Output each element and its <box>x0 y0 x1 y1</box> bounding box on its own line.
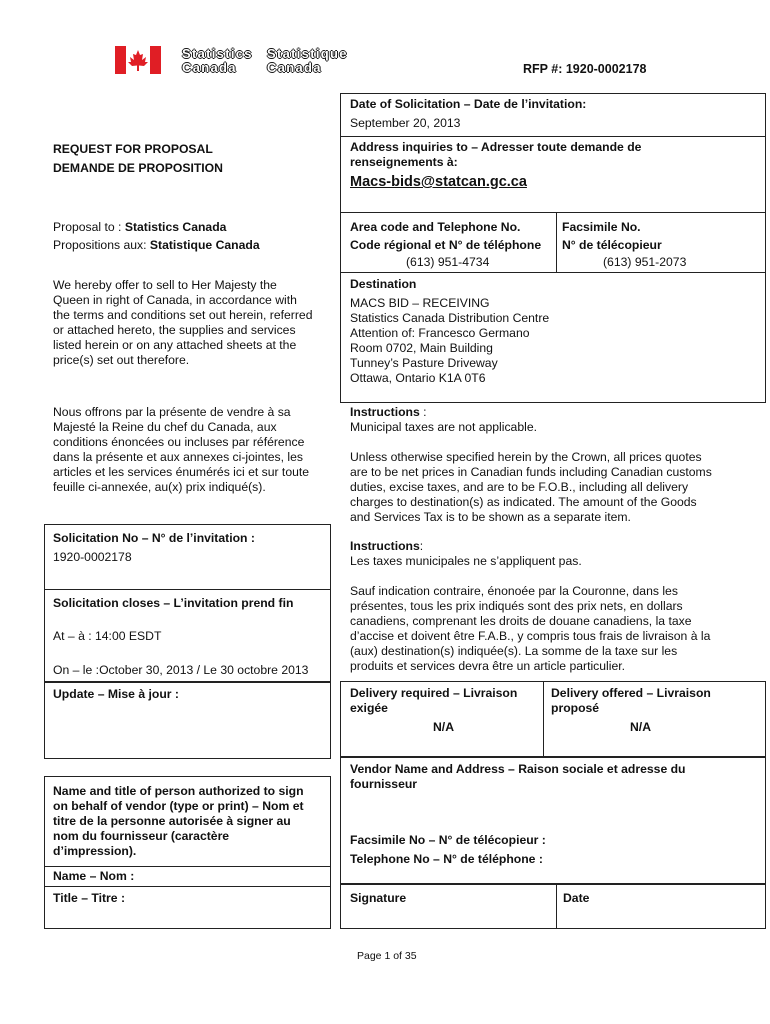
rfp-number: RFP #: 1920-0002178 <box>523 62 647 76</box>
solicitation-no-label: Solicitation No – N° de l’invitation : <box>53 531 255 545</box>
telephone-label: Area code and Telephone No. Code régional et N° de téléphone <box>350 220 542 252</box>
date-of-solicitation-label: Date of Solicitation – Date de l’invitation: <box>350 97 587 111</box>
vendor-name-address-label: Vendor Name and Address – Raison sociale et adresse du fournisseur <box>350 762 686 791</box>
inquiries-email-link[interactable]: Macs-bids@statcan.gc.ca <box>350 174 527 190</box>
instructions-en-paragraph: Unless otherwise specified herein by the Crown, all prices quotes are to be net prices in Canadian funds including Canadian customs duties, excise taxes, and are to be F.O.B., including all delivery charges to destination(s) as indicated. The amount of the Goods and Services Tax is to be shown as a separate item. <box>350 450 712 524</box>
page-number: Page 1 of 35 <box>357 950 417 962</box>
signature-date-label: Date <box>563 891 590 905</box>
instructions-fr-paragraph: Sauf indication contraire, énonoée par la Couronne, dans les présentes, tous les prix indiqués sont des prix nets, en dollars canadiens, comprenant les droits de douane canadiens, la taxe d’accise et doivent être F.A.B., y compris tous frais de livraison à la (aux) destination(s) indiquée(s). La somme de la taxe sur les produits et services devra être un article particulier. <box>350 584 711 673</box>
solicitation-closes-time: At – à : 14:00 ESDT <box>53 629 162 643</box>
offer-text-fr: Nous offrons par la présente de vendre à sa Majesté la Reine du chef du Canada, aux conditions énoncées ou incluses par référence dans la présente et aux annexes ci-jointes, les articles et les services énumérés ici et sur toute feuille ci-annexée, au(x) prix indiqué(s). <box>53 405 310 494</box>
address-inquiries-label: Address inquiries to – Adresser toute demande de renseignements à: <box>350 140 642 169</box>
solicitation-closes-date: On – le :October 30, 2013 / Le 30 octobre 2013 <box>53 663 309 677</box>
instructions-fr-municipal: Les taxes municipales ne s’appliquent pas. <box>350 554 582 568</box>
facsimile-value: (613) 951-2073 <box>603 255 687 269</box>
instructions-en-municipal: Municipal taxes are not applicable. <box>350 420 537 434</box>
logo-statistique-fr: Statistique <box>267 46 348 61</box>
canada-flag-icon <box>115 46 161 74</box>
delivery-offered-label: Delivery offered – Livraison proposé <box>551 686 711 715</box>
proposal-to: Proposal to : Statistics Canada Propositions aux: Statistique Canada <box>53 220 260 252</box>
facsimile-label: Facsimile No. N° de télécopieur <box>562 220 662 252</box>
date-of-solicitation-value: September 20, 2013 <box>350 116 461 130</box>
delivery-required-label: Delivery required – Livraison exigée <box>350 686 518 715</box>
destination-address: MACS BID – RECEIVING Statistics Canada Distribution Centre Attention of: Francesco Germano Room 0702, Main Building Tunney’s Pasture Driveway Ottawa, Ontario K1A 0T6 <box>350 296 550 385</box>
page-title: REQUEST FOR PROPOSAL DEMANDE DE PROPOSITION <box>53 142 223 175</box>
title-label: Title – Titre : <box>53 891 126 905</box>
solicitation-closes-label: Solicitation closes – L’invitation prend fin <box>53 596 294 610</box>
telephone-value: (613) 951-4734 <box>406 255 490 269</box>
signature-label: Signature <box>350 891 407 905</box>
instructions-en-heading: Instructions : <box>350 405 427 419</box>
delivery-required-value: N/A <box>433 720 454 734</box>
solicitation-no-value: 1920-0002178 <box>53 550 132 564</box>
logo-statistics-en: Statistics <box>182 46 253 61</box>
vendor-fax-label: Facsimile No – N° de télécopieur : <box>350 833 546 847</box>
destination-label: Destination <box>350 277 417 291</box>
name-label: Name – Nom : <box>53 869 135 883</box>
authorized-person-label: Name and title of person authorized to sign on behalf of vendor (type or print) – Nom et titre de la personne autorisée à signer au nom du fournisseur (caractère d’impression). <box>53 784 304 858</box>
instructions-fr-heading: Instructions: <box>350 539 424 553</box>
delivery-offered-value: N/A <box>630 720 651 734</box>
logo-canada-en: Canada <box>182 60 237 75</box>
offer-text-en: We hereby offer to sell to Her Majesty the Queen in right of Canada, in accordance with the terms and conditions set out herein, referred or attached hereto, the supplies and services listed herein or on any attached sheets at the price(s) set out therefore. <box>53 278 313 367</box>
update-label: Update – Mise à jour : <box>53 687 179 701</box>
logo-canada-fr: Canada <box>267 60 322 75</box>
vendor-telephone-label: Telephone No – N° de téléphone : <box>350 852 543 866</box>
